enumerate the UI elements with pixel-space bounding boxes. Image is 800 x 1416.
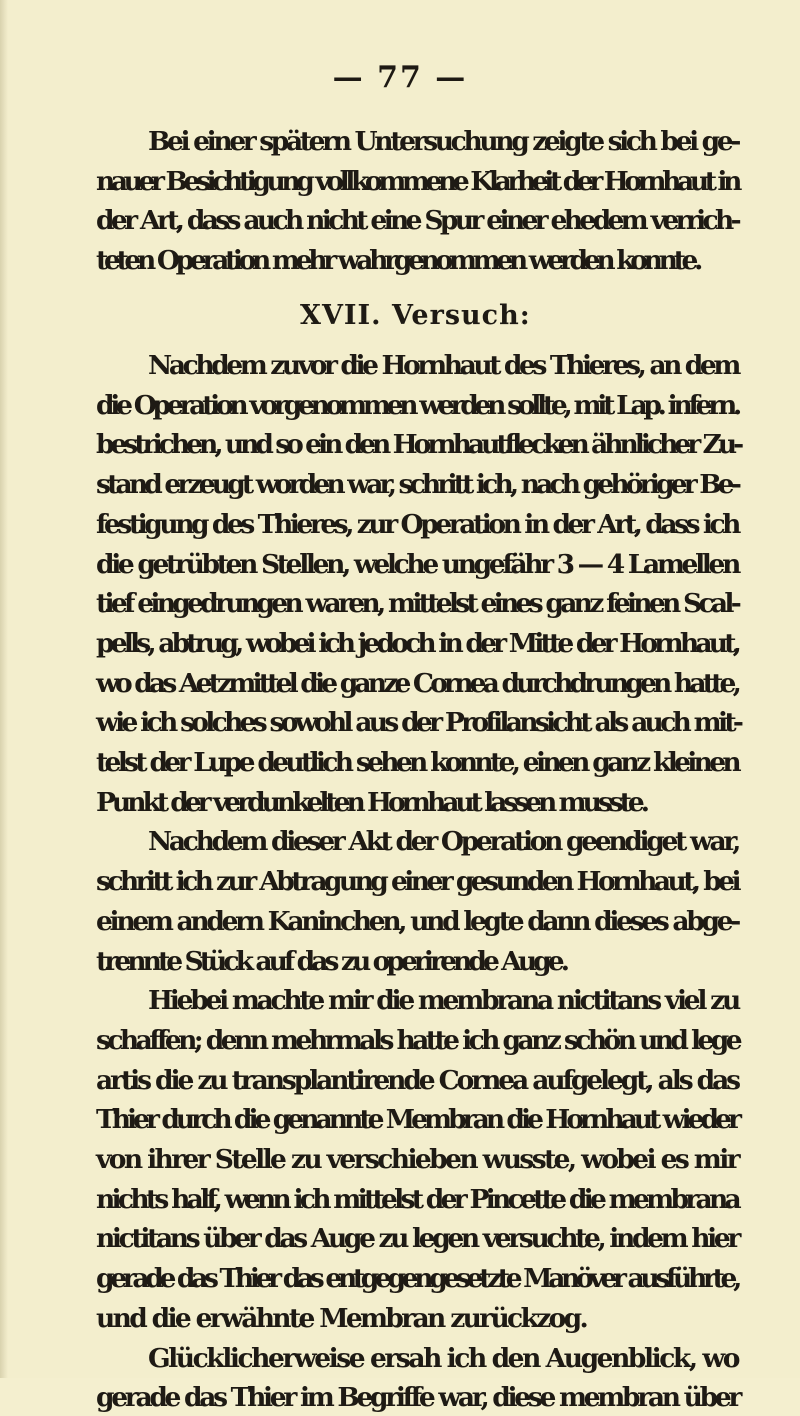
text-line: nictitans über das Auge zu legen versuchte, indem hier (96, 1223, 738, 1254)
section-heading: XVII. Versuch: (300, 300, 531, 331)
text-line: nauer Besichtigung vollkommene Klarheit der Hornhaut in (96, 166, 738, 197)
text-line: die Operation vorgenommen werden sollte, mit Lap. infern. (96, 390, 738, 421)
text-line: festigung des Thieres, zur Operation in der Art, dass ich (96, 509, 738, 540)
text-line: teten Operation mehr wahrgenommen werden konnte. (96, 245, 699, 276)
text-line: pells, abtrug, wobei ich jedoch in der Mitte der Hornhaut, (96, 628, 738, 659)
text-line: Thier durch die genannte Membran die Hornhaut wieder (96, 1104, 738, 1135)
text-line: Hiebei machte mir die membrana nictitans viel zu (148, 985, 738, 1016)
text-line: gerade das Thier im Begriffe war, diese membran über (96, 1382, 740, 1413)
text-line: gerade das Thier das entgegengesetzte Manöver ausführte, (96, 1263, 738, 1294)
text-line: Glücklicherweise ersah ich den Augenblick, wo (148, 1343, 738, 1374)
text-line: artis die zu transplantirende Cornea aufgelegt, als das (96, 1065, 738, 1096)
text-line: Nachdem zuvor die Hornhaut des Thieres, an dem (148, 350, 738, 381)
text-line: die getrübten Stellen, welche ungefähr 3 — 4 Lamellen (96, 549, 738, 580)
text-line: trennte Stück auf das zu operirende Auge. (96, 946, 566, 977)
text-line: Nachdem dieser Akt der Operation geendiget war, (148, 826, 738, 857)
page-number: — 77 — (332, 60, 468, 95)
text-line: stand erzeugt worden war, schritt ich, nach gehöriger Be- (96, 469, 738, 500)
page-edge (0, 0, 8, 1378)
text-line: tief eingedrungen waren, mittelst eines ganz feinen Scal- (96, 588, 738, 619)
text-line: Punkt der verdunkelten Hornhaut lassen musste. (96, 787, 646, 818)
text-line: telst der Lupe deutlich sehen konnte, einen ganz kleinen (96, 747, 738, 778)
text-line: wo das Aetzmittel die ganze Cornea durchdrungen hatte, (96, 668, 738, 699)
text-line: Bei einer spätern Untersuchung zeigte sich bei ge- (148, 126, 738, 157)
text-line: von ihrer Stelle zu verschieben wusste, wobei es mir (96, 1144, 738, 1175)
text-line: und die erwähnte Membran zurückzog. (96, 1303, 586, 1334)
text-line: der Art, dass auch nicht eine Spur einer ehedem verrich- (96, 205, 738, 236)
text-line: bestrichen, und so ein den Hornhautflecken ähnlicher Zu- (96, 429, 741, 460)
text-line: schaffen; denn mehrmals hatte ich ganz schön und lege (96, 1025, 740, 1056)
text-line: einem andern Kaninchen, und legte dann dieses abge- (96, 906, 738, 937)
text-line: wie ich solches sowohl aus der Profilansicht als auch mit- (96, 707, 741, 738)
text-line: schritt ich zur Abtragung einer gesunden Hornhaut, bei (96, 866, 738, 897)
text-line: nichts half, wenn ich mittelst der Pincette die membrana (96, 1184, 738, 1215)
